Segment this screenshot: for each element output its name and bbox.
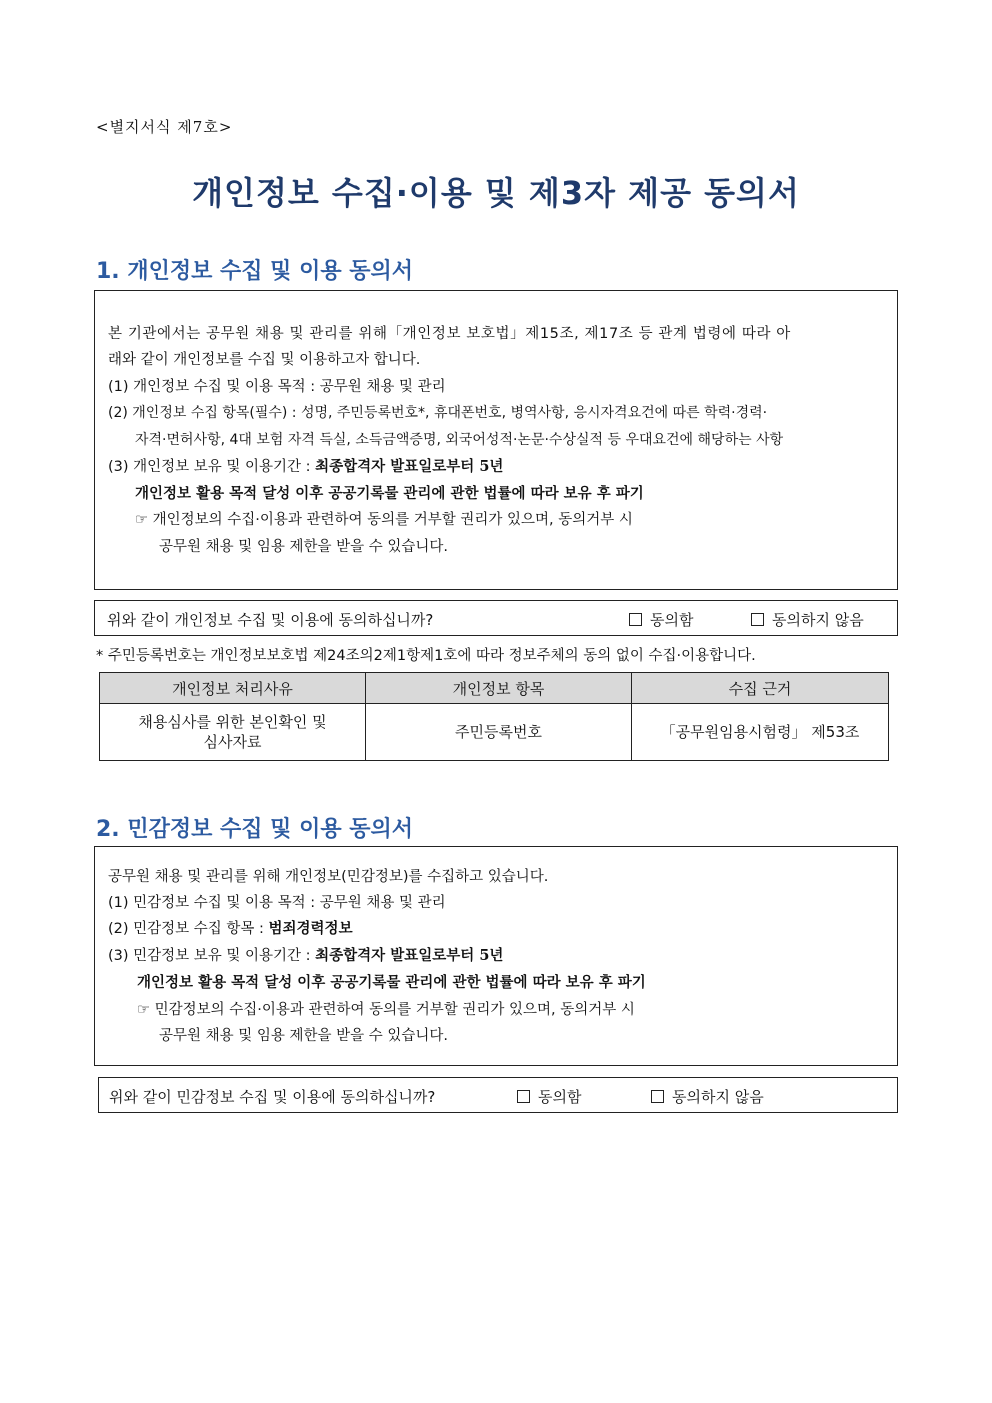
section2-refusal-line2: 공무원 채용 및 임용 제한을 받을 수 있습니다.	[159, 1028, 448, 1044]
section2-disagree-label: 동의하지 않음	[672, 1088, 764, 1106]
cell-basis: 「공무원임용시험령」 제53조	[632, 704, 889, 761]
section1-heading: 1. 개인정보 수집 및 이용 동의서	[96, 259, 413, 284]
cell-item: 주민등록번호	[366, 704, 632, 761]
section2-retention-label: (3) 민감정보 보유 및 이용기간 :	[108, 948, 316, 964]
section1-consent-question: 위와 같이 개인정보 수집 및 이용에 동의하십니까?	[107, 611, 434, 629]
cell-reason	[100, 704, 366, 761]
section1-items-line1: (2) 개인정보 수집 항목(필수) : 성명, 주민등록번호*, 휴대폰번호, 병역사항, 응시자격요건에 따른 학력·경력·	[108, 405, 768, 421]
section2-disagree-option[interactable]	[651, 1086, 764, 1107]
section2-consent-box	[98, 1077, 898, 1113]
legal-table-row	[100, 704, 889, 761]
section1-items-line2: 자격·면허사항, 4대 보험 자격 득실, 소득금액증명, 외국어성적·논문·수상실적 등 우대요건에 해당하는 사항	[135, 432, 784, 448]
section2-intro: 공무원 채용 및 관리를 위해 개인정보(민감정보)를 수집하고 있습니다.	[108, 869, 549, 885]
section2-retention-line2: 개인정보 활용 목적 달성 이후 공공기록물 관리에 관한 법률에 따라 보유 후 파기	[137, 974, 646, 991]
section1-content-box	[94, 290, 898, 590]
section2-agree-checkbox[interactable]	[517, 1090, 530, 1103]
section2-retention-value: 최종합격자 발표일로부터 5년	[315, 947, 504, 964]
section2-refusal-line1: ☞ 민감정보의 수집·이용과 관련하여 동의를 거부할 권리가 있으며, 동의거부 시	[137, 1002, 635, 1018]
section2-items-value: 범죄경력정보	[268, 920, 353, 937]
section1-disagree-checkbox[interactable]	[751, 613, 764, 626]
rrn-note: * 주민등록번호는 개인정보보호법 제24조의2제1항제1호에 따라 정보주체의 동의 없이 수집·이용합니다.	[96, 648, 756, 664]
section1-intro-line1: 본 기관에서는 공무원 채용 및 관리를 위해「개인정보 보호법」제15조, 제17조 등 관계 법령에 따라 아	[108, 326, 791, 342]
section2-agree-label: 동의함	[538, 1088, 582, 1106]
header-basis: 수집 근거	[632, 673, 889, 704]
cell-reason-line1: 채용심사를 위한 본인확인 및	[138, 713, 327, 731]
document-title: 개인정보 수집·이용 및 제3자 제공 동의서	[192, 174, 800, 212]
section1-consent-box	[94, 600, 898, 636]
section2-items-label: (2) 민감정보 수집 항목 :	[108, 921, 269, 937]
section1-agree-checkbox[interactable]	[629, 613, 642, 626]
section2-content-box	[94, 846, 898, 1066]
section2-retention	[108, 946, 503, 966]
section1-retention-line2: 개인정보 활용 목적 달성 이후 공공기록물 관리에 관한 법률에 따라 보유 후 파기	[135, 485, 644, 502]
section1-retention-label: (3) 개인정보 보유 및 이용기간 :	[108, 459, 316, 475]
section1-agree-label: 동의함	[650, 611, 694, 629]
section2-heading: 2. 민감정보 수집 및 이용 동의서	[96, 817, 413, 842]
section1-disagree-option[interactable]	[751, 609, 864, 630]
section1-purpose: (1) 개인정보 수집 및 이용 목적 : 공무원 채용 및 관리	[108, 379, 446, 395]
section1-retention	[108, 457, 503, 477]
header-reason: 개인정보 처리사유	[100, 673, 366, 704]
section2-agree-option[interactable]	[517, 1086, 581, 1107]
section1-disagree-label: 동의하지 않음	[772, 611, 864, 629]
section2-consent-question: 위와 같이 민감정보 수집 및 이용에 동의하십니까?	[109, 1088, 436, 1106]
legal-table-header-row	[100, 673, 889, 704]
legal-basis-table	[99, 672, 889, 761]
section1-intro-line2: 래와 같이 개인정보를 수집 및 이용하고자 합니다.	[108, 352, 421, 368]
section2-items	[108, 919, 353, 939]
section1-refusal-line2: 공무원 채용 및 임용 제한을 받을 수 있습니다.	[159, 539, 448, 555]
section1-agree-option[interactable]	[629, 609, 693, 630]
cell-reason-line2: 심사자료	[203, 733, 262, 751]
section2-purpose: (1) 민감정보 수집 및 이용 목적 : 공무원 채용 및 관리	[108, 895, 446, 911]
form-number: <별지서식 제7호>	[96, 118, 233, 136]
header-item: 개인정보 항목	[366, 673, 632, 704]
section2-disagree-checkbox[interactable]	[651, 1090, 664, 1103]
section1-refusal-line1: ☞ 개인정보의 수집·이용과 관련하여 동의를 거부할 권리가 있으며, 동의거부 시	[135, 512, 633, 528]
section1-retention-value: 최종합격자 발표일로부터 5년	[315, 458, 504, 475]
